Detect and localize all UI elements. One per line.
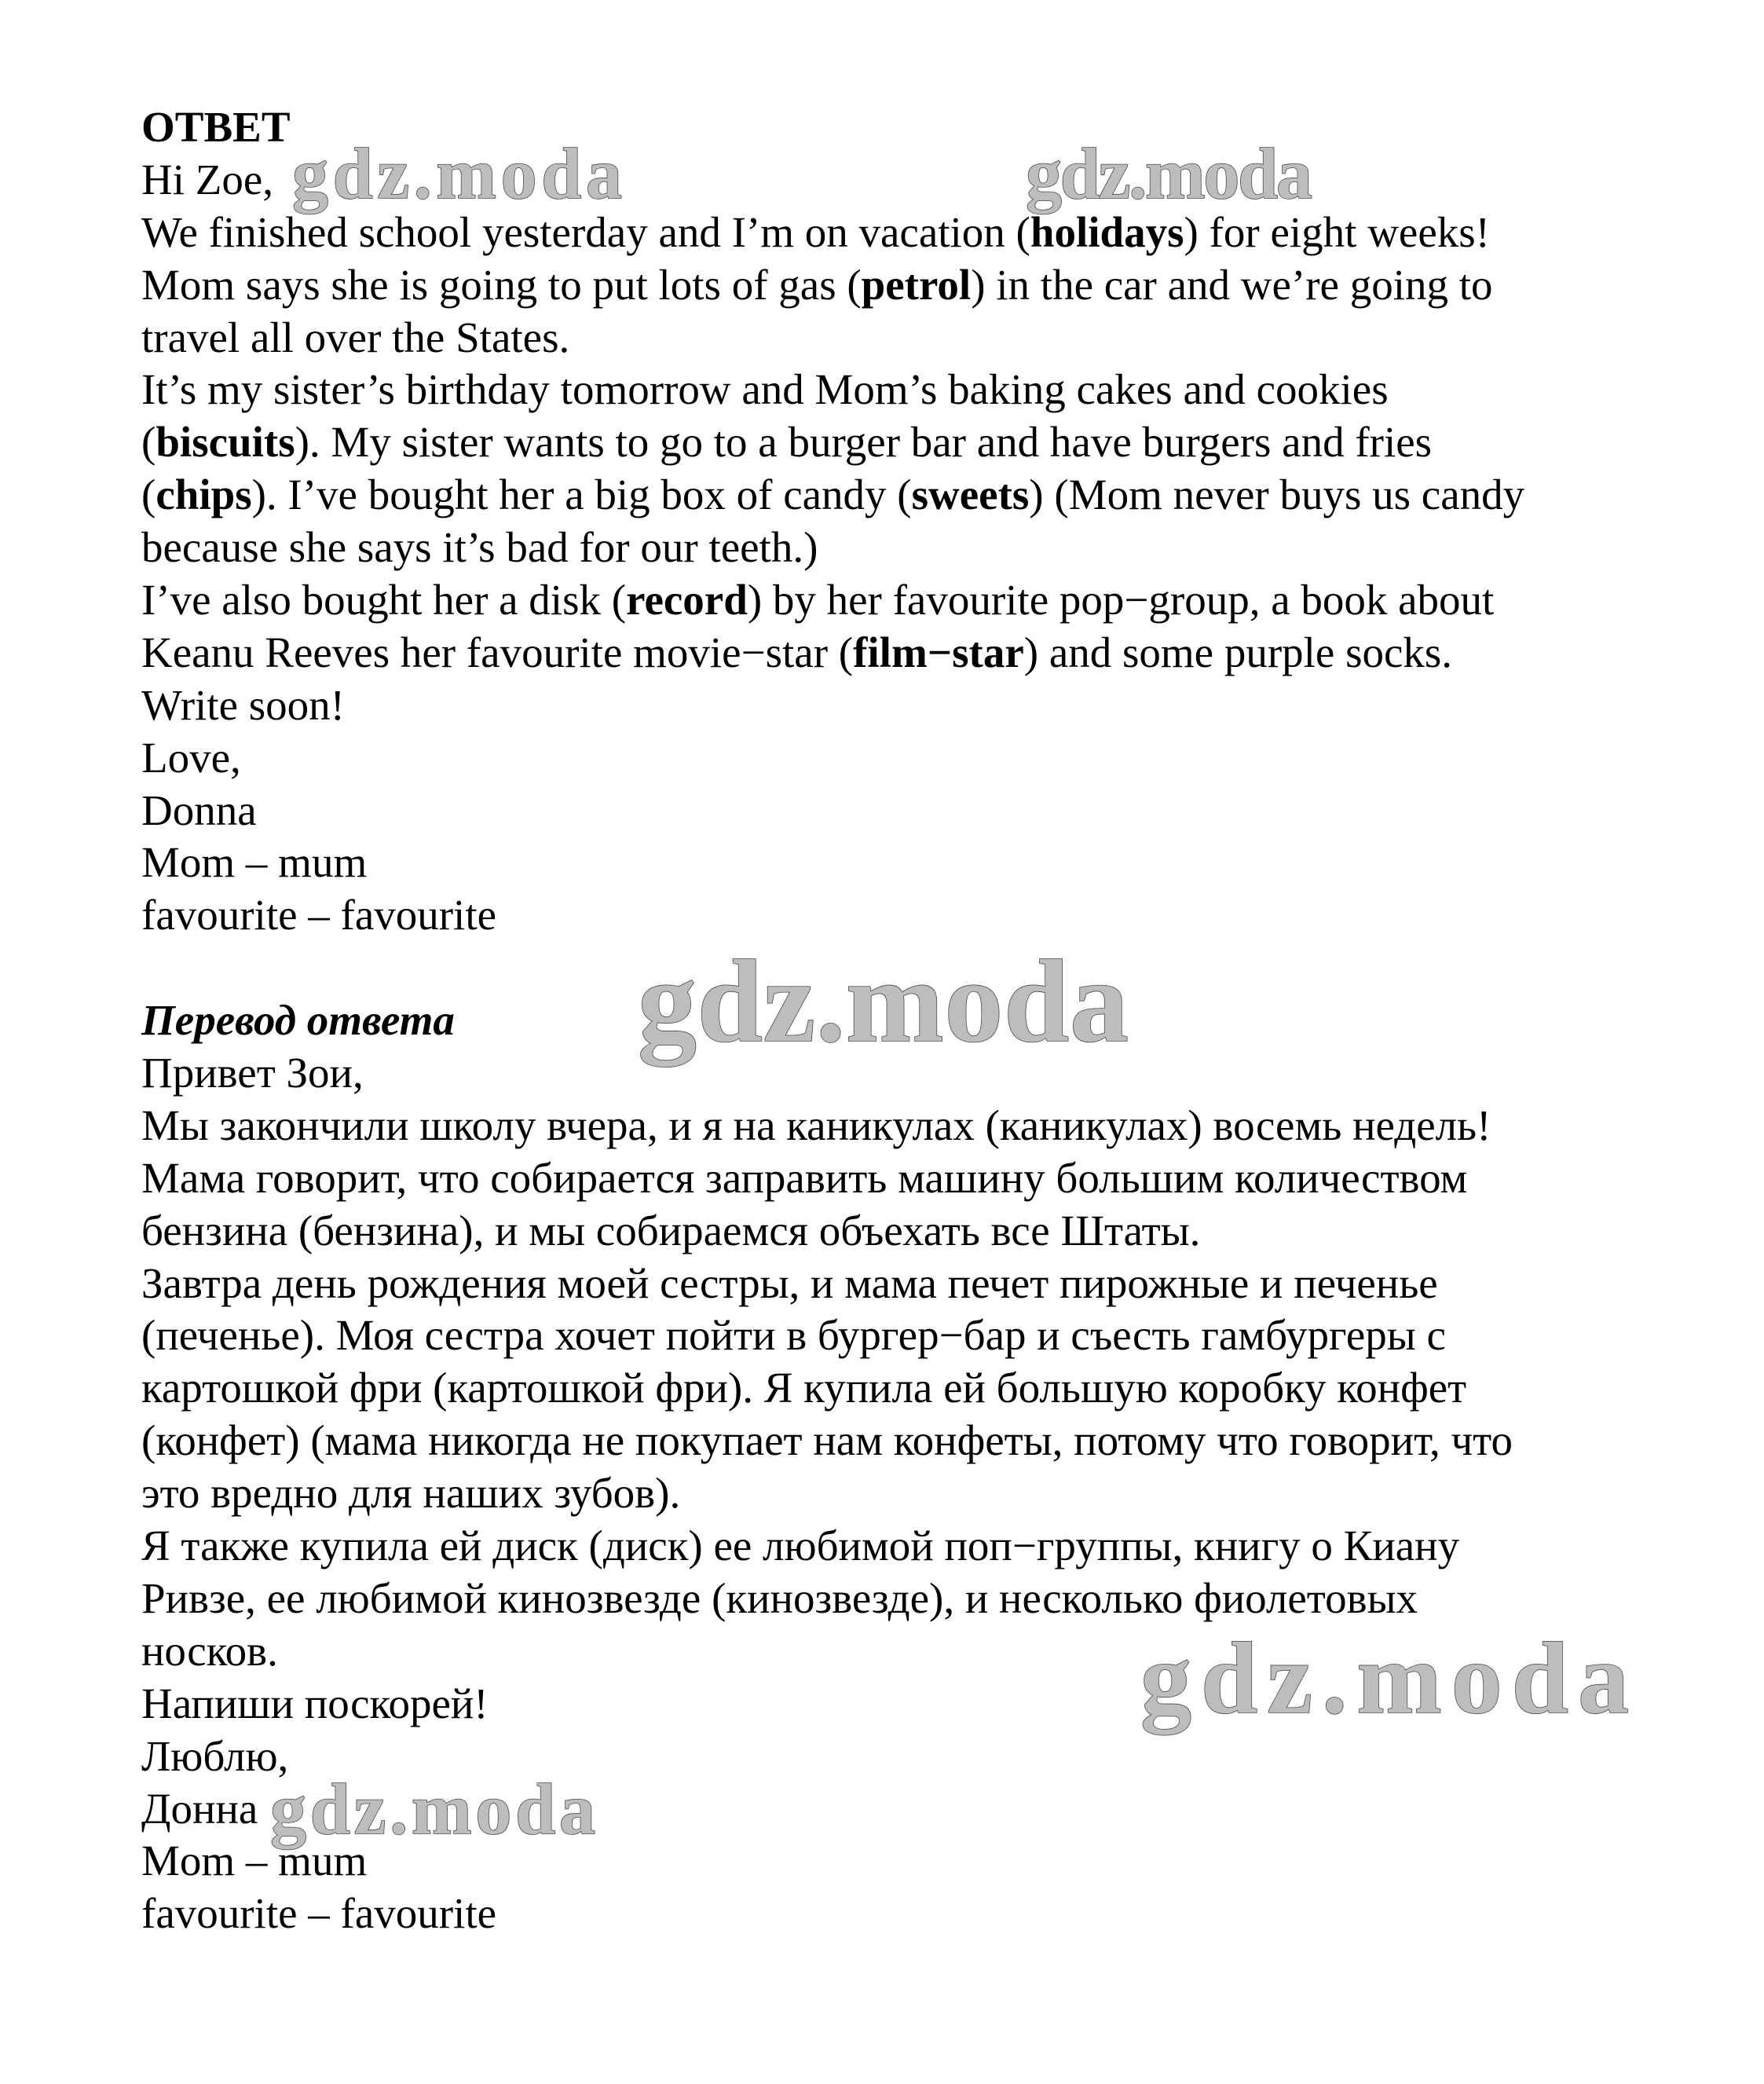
translation-line: [141, 1888, 1717, 1940]
british-word: film−star: [853, 628, 1024, 676]
text-segment: Love,: [141, 733, 241, 782]
text-segment: (конфет) (мама никогда не покупает нам конфеты, потому что говорит, что: [141, 1416, 1513, 1465]
answer-line: [141, 627, 1717, 679]
british-word: petrol: [861, 260, 972, 309]
translation-line: [141, 1309, 1717, 1362]
text-segment: It’s my sister’s birthday tomorrow and Mom’s baking cakes and cookies: [141, 365, 1389, 414]
answer-letter: [141, 154, 1717, 942]
text-segment: ). I’ve bought her a big box of candy (: [251, 471, 912, 519]
svg-text:gdz.moda: gdz.moda: [1140, 1634, 1629, 1735]
text-segment: ) in the car and we’re going to: [971, 260, 1493, 309]
translation-line: [141, 1205, 1717, 1258]
text-segment: картошкой фри (картошкой фри). Я купила ей большую коробку конфет: [141, 1364, 1467, 1412]
text-segment: ) by her favourite pop−group, a book about: [747, 576, 1495, 624]
watermark-logo: [292, 141, 638, 220]
answer-line: [141, 837, 1717, 889]
text-segment: ) (Mom never buys us candy: [1029, 471, 1525, 519]
answer-line: [141, 679, 1717, 732]
translation-line: [141, 1362, 1717, 1415]
text-segment: Завтра день рождения моей сестры, и мама печет пирожные и печенье: [141, 1258, 1438, 1307]
text-segment: ) for eight weeks!: [1184, 207, 1490, 256]
translation-line: [141, 1520, 1717, 1573]
translation-line: [141, 1152, 1717, 1205]
watermark-logo: [638, 954, 1148, 1080]
text-segment: Write soon!: [141, 680, 345, 729]
text-segment: это вредно для наших зубов).: [141, 1469, 681, 1518]
answer-heading: ОТВЕТ: [141, 103, 291, 151]
answer-line: [141, 416, 1717, 469]
text-segment: Donna: [141, 786, 257, 834]
text-segment: ) and some purple socks.: [1023, 628, 1453, 676]
answer-line: [141, 574, 1717, 627]
text-segment: favourite – favourite: [141, 1889, 497, 1938]
text-segment: Напиши поскорей!: [141, 1679, 489, 1727]
answer-line: [141, 259, 1717, 312]
text-segment: because she says it’s bad for our teeth.): [141, 523, 818, 572]
text-segment: Я также купила ей диск (диск) ее любимой поп−группы, книгу о Киану: [141, 1522, 1460, 1570]
translation-heading: Перевод ответа: [141, 996, 455, 1045]
british-word: chips: [156, 471, 252, 519]
text-segment: Мама говорит, что собирается заправить машину большим количеством: [141, 1153, 1468, 1202]
translation-line: [141, 1100, 1717, 1152]
watermark-logo: [270, 1777, 616, 1855]
text-segment: We finished school yesterday and I’m on vacation (: [141, 207, 1030, 256]
text-segment: (: [141, 418, 156, 467]
text-segment: Привет Зои,: [141, 1049, 364, 1097]
text-segment: I’ve also bought her a disk (: [141, 576, 627, 624]
text-segment: Mom – mum: [141, 838, 368, 887]
text-segment: Hi Zoe,: [141, 155, 274, 203]
text-segment: Мы закончили школу вчера, и я на каникулах (каникулах) восемь недель!: [141, 1101, 1491, 1149]
answer-line: [141, 522, 1717, 574]
british-word: biscuits: [156, 418, 295, 467]
svg-text:gdz.moda: gdz.moda: [270, 1777, 595, 1849]
text-segment: Ривзе, ее любимой кинозвезде (кинозвезде), и несколько фиолетовых: [141, 1573, 1418, 1622]
text-segment: favourite – favourite: [141, 891, 497, 939]
text-segment: (: [141, 471, 156, 519]
translation-line: [141, 1415, 1717, 1467]
answer-line: [141, 469, 1717, 522]
watermark-logo: [1140, 1634, 1651, 1744]
british-word: holidays: [1030, 207, 1184, 256]
answer-line: [141, 364, 1717, 416]
answer-line: [141, 732, 1717, 785]
answer-line: [141, 312, 1717, 364]
text-segment: travel all over the States.: [141, 313, 570, 361]
svg-text:gdz.moda: gdz.moda: [292, 141, 622, 214]
text-segment: Keanu Reeves her favourite movie−star (: [141, 628, 854, 676]
text-segment: Люблю,: [141, 1731, 289, 1780]
svg-text:gdz.moda: gdz.moda: [638, 954, 1129, 1067]
text-segment: Mom says she is going to put lots of gas (: [141, 260, 862, 309]
text-segment: носков.: [141, 1626, 278, 1675]
text-segment: ). My sister wants to go to a burger bar and have burgers and fries: [295, 418, 1433, 467]
translation-line: [141, 1467, 1717, 1520]
translation-line: [141, 1573, 1717, 1625]
answer-line: [141, 889, 1717, 942]
text-segment: (печенье). Моя сестра хочет пойти в бургер−бар и съесть гамбургеры с: [141, 1311, 1446, 1360]
watermark-logo: [1026, 141, 1332, 220]
text-segment: Донна: [141, 1784, 258, 1833]
answer-line: [141, 785, 1717, 837]
text-segment: Mom – mum: [141, 1837, 368, 1885]
translation-line: [141, 1258, 1717, 1310]
british-word: record: [626, 576, 748, 624]
svg-text:gdz.moda: gdz.moda: [1026, 141, 1312, 214]
british-word: sweets: [911, 471, 1030, 519]
text-segment: бензина (бензина), и мы собираемся объехать все Штаты.: [141, 1206, 1201, 1254]
